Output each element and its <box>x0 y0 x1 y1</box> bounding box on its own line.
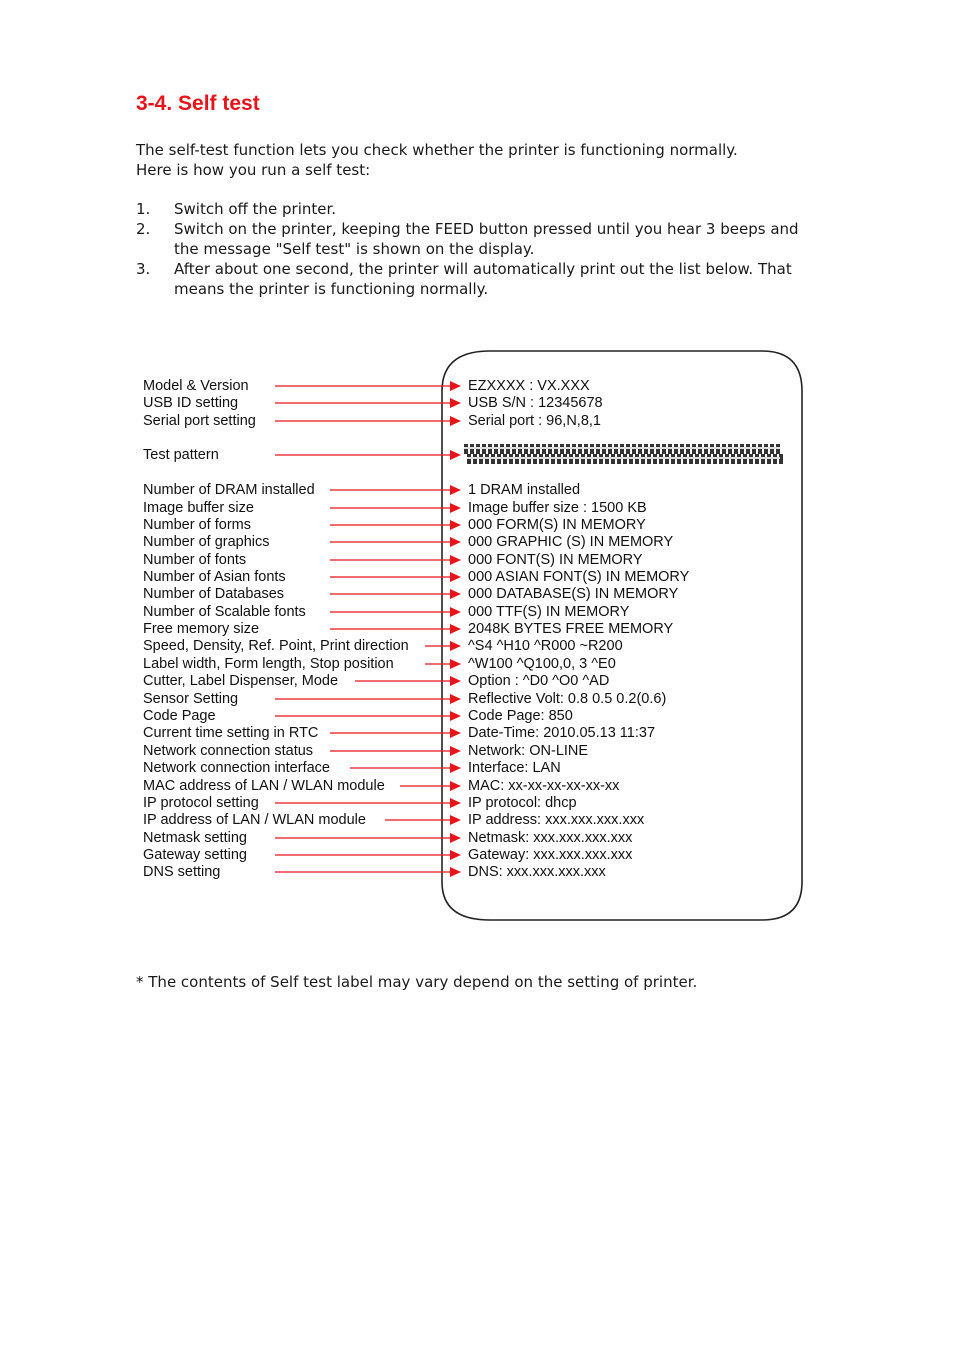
arrow-head <box>450 711 461 721</box>
step-number: 3. <box>136 260 151 278</box>
row-value: 000 ASIAN FONT(S) IN MEMORY <box>468 569 690 585</box>
row-label: Number of DRAM installed <box>143 482 315 498</box>
row-label: Number of Scalable fonts <box>143 604 306 620</box>
test-pattern-graphic <box>464 444 783 464</box>
row-value: Serial port : 96,N,8,1 <box>468 413 601 429</box>
row-value: 2048K BYTES FREE MEMORY <box>468 621 674 637</box>
row-label: Code Page <box>143 708 216 724</box>
row-value: 000 FONT(S) IN MEMORY <box>468 552 643 568</box>
steps-list <box>136 199 826 299</box>
arrow-head <box>450 485 461 495</box>
row-value: Option : ^D0 ^O0 ^AD <box>468 673 610 689</box>
arrow-head <box>450 607 461 617</box>
row-value: Network: ON-LINE <box>468 743 589 759</box>
row-label: Label width, Form length, Stop position <box>143 656 394 672</box>
row-label: Number of fonts <box>143 552 247 568</box>
row-label: Test pattern <box>143 447 219 463</box>
test-pattern-band <box>464 447 780 449</box>
self-test-diagram <box>0 340 954 940</box>
row-value: Code Page: 850 <box>468 708 573 724</box>
row-label: Current time setting in RTC <box>143 725 319 741</box>
row-value: IP protocol: dhcp <box>468 795 577 811</box>
row-label: USB ID setting <box>143 395 239 411</box>
arrow-head <box>450 798 461 808</box>
row-label: DNS setting <box>143 864 221 880</box>
row-value: 000 TTF(S) IN MEMORY <box>468 604 630 620</box>
arrow-head <box>450 416 461 426</box>
step-number: 1. <box>136 200 151 218</box>
row-value: DNS: xxx.xxx.xxx.xxx <box>468 864 606 880</box>
page-title: 3-4. Self test <box>136 92 260 115</box>
row-value: Netmask: xxx.xxx.xxx.xxx <box>468 830 633 846</box>
row-value: Image buffer size : 1500 KB <box>468 500 647 516</box>
test-pattern-band <box>467 457 780 459</box>
row-label: Free memory size <box>143 621 260 637</box>
arrow-head <box>450 450 461 460</box>
row-label: Netmask setting <box>143 830 247 846</box>
arrow-head <box>450 641 461 651</box>
row-value: IP address: xxx.xxx.xxx.xxx <box>468 812 645 828</box>
arrow-head <box>450 572 461 582</box>
row-value: USB S/N : 12345678 <box>468 395 603 411</box>
arrow-head <box>450 555 461 565</box>
arrow-head <box>450 694 461 704</box>
arrow-head <box>450 763 461 773</box>
row-label: Number of Databases <box>143 586 285 602</box>
intro-paragraph <box>136 140 836 180</box>
row-label: Network connection interface <box>143 760 330 776</box>
arrow-head <box>450 520 461 530</box>
row-value: 000 GRAPHIC (S) IN MEMORY <box>468 534 674 550</box>
arrow-head <box>450 728 461 738</box>
list-item <box>136 259 826 299</box>
arrow-head <box>450 815 461 825</box>
row-value: EZXXXX : VX.XXX <box>468 378 590 394</box>
row-label: Serial port setting <box>143 413 256 429</box>
step-text: Switch off the printer. <box>174 200 337 218</box>
arrow-head <box>450 589 461 599</box>
step-text: After about one second, the printer will automatically print out the list below. That means the printer is functioning normally. <box>174 260 792 298</box>
list-item <box>136 199 826 219</box>
step-text: Switch on the printer, keeping the FEED button pressed until you hear 3 beeps and the message "Self test" is shown on the display. <box>174 220 799 258</box>
row-value: 000 FORM(S) IN MEMORY <box>468 517 646 533</box>
row-value: ^W100 ^Q100,0, 3 ^E0 <box>468 656 616 672</box>
row-value: 1 DRAM installed <box>468 482 581 498</box>
row-value: Reflective Volt: 0.8 0.5 0.2(0.6) <box>468 691 667 707</box>
footnote: * The contents of Self test label may vary depend on the setting of printer. <box>136 973 698 991</box>
step-number: 2. <box>136 220 151 238</box>
row-label: Image buffer size <box>143 500 254 516</box>
intro-line: Here is how you run a self test: <box>136 161 371 179</box>
intro-line: The self-test function lets you check whether the printer is functioning normally. <box>136 141 738 159</box>
row-label: MAC address of LAN / WLAN module <box>143 778 385 794</box>
row-label: IP protocol setting <box>143 795 259 811</box>
row-label: Number of forms <box>143 517 251 533</box>
row-value: Gateway: xxx.xxx.xxx.xxx <box>468 847 633 863</box>
row-label: Number of Asian fonts <box>143 569 286 585</box>
arrow-head <box>450 398 461 408</box>
arrow-head <box>450 676 461 686</box>
arrow-head <box>450 381 461 391</box>
arrow-head <box>450 746 461 756</box>
row-label: Cutter, Label Dispenser, Mode <box>143 673 339 689</box>
row-label: Sensor Setting <box>143 691 239 707</box>
arrow-head <box>450 781 461 791</box>
row-value: Date-Time: 2010.05.13 11:37 <box>468 725 656 741</box>
row-label: IP address of LAN / WLAN module <box>143 812 366 828</box>
row-value: ^S4 ^H10 ^R000 ~R200 <box>468 638 623 654</box>
row-label: Model & Version <box>143 378 249 394</box>
arrow-head <box>450 503 461 513</box>
arrow-head <box>450 659 461 669</box>
arrow-head <box>450 833 461 843</box>
arrow-head <box>450 867 461 877</box>
row-label: Gateway setting <box>143 847 247 863</box>
row-label: Network connection status <box>143 743 314 759</box>
arrow-head <box>450 624 461 634</box>
arrow-head <box>450 537 461 547</box>
row-value: 000 DATABASE(S) IN MEMORY <box>468 586 679 602</box>
row-value: MAC: xx-xx-xx-xx-xx-xx <box>468 778 620 794</box>
row-value: Interface: LAN <box>468 760 561 776</box>
row-label: Speed, Density, Ref. Point, Print direction <box>143 638 409 654</box>
row-label: Number of graphics <box>143 534 270 550</box>
arrow-head <box>450 850 461 860</box>
list-item <box>136 219 826 259</box>
